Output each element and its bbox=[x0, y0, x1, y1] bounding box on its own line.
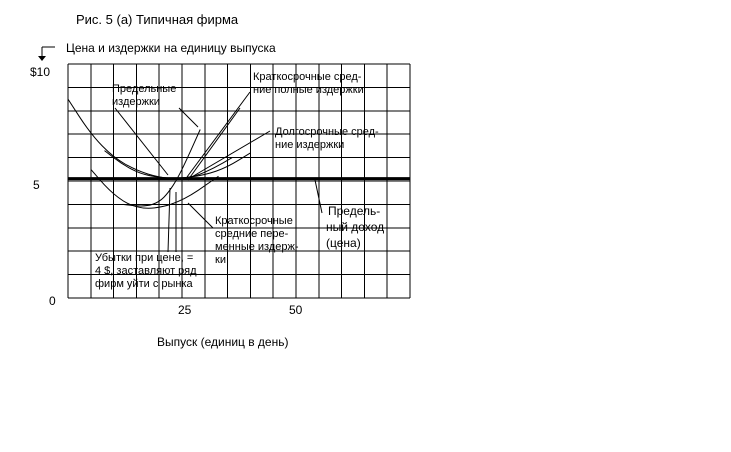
annotation-long-run-ac bbox=[275, 126, 379, 151]
annotation-short-run-atc-line2: ние полные издержки bbox=[253, 84, 364, 96]
annotation-short-run-atc-line1: Краткосрочные сред- bbox=[253, 71, 362, 83]
annotation-marginal-cost-line1: Предельные bbox=[112, 83, 177, 95]
figure-title: Рис. 5 (а) Типичная фирма bbox=[76, 12, 239, 27]
annotation-marginal-revenue-line2: ный доход bbox=[326, 220, 385, 234]
y-axis-label: Цена и издержки на единицу выпуска bbox=[66, 41, 276, 55]
annotation-losses-line1: Убытки при цене, = bbox=[95, 252, 194, 264]
x-tick-25: 25 bbox=[178, 303, 192, 317]
annotation-long-run-ac-line1: Долгосрочные сред- bbox=[275, 126, 379, 138]
y-tick-5: 5 bbox=[33, 178, 40, 192]
annotation-short-run-avc-line4: ки bbox=[215, 254, 226, 266]
annotation-marginal-revenue-line1: Предель- bbox=[328, 204, 381, 218]
annotation-losses-line3: фирм уйти с рынка bbox=[95, 278, 193, 290]
pointer-long-run-ac bbox=[190, 131, 270, 178]
annotation-losses bbox=[95, 252, 197, 290]
annotation-short-run-avc-line2: средние пере- bbox=[215, 228, 289, 240]
y-tick-10: $10 bbox=[30, 65, 51, 79]
x-tick-50: 50 bbox=[289, 303, 303, 317]
pointer-short-run-atc-2 bbox=[188, 108, 240, 180]
annotation-short-run-avc-line3: менные издерж- bbox=[215, 241, 299, 253]
y-tick-0: 0 bbox=[49, 294, 56, 308]
annotation-short-run-atc bbox=[253, 71, 364, 96]
x-axis-label: Выпуск (единиц в день) bbox=[157, 335, 289, 349]
annotation-long-run-ac-line2: ние издержки bbox=[275, 139, 345, 151]
pointer-losses-1 bbox=[168, 188, 170, 252]
y-axis-arrow-icon bbox=[38, 47, 55, 61]
pointer-short-run-avc bbox=[188, 203, 213, 228]
annotation-losses-line2: 4 $, заставляют ряд bbox=[95, 265, 197, 277]
annotation-marginal-cost-line2: издержки bbox=[112, 96, 160, 108]
annotation-marginal-revenue-line3: (цена) bbox=[326, 236, 361, 250]
annotation-short-run-avc-line1: Краткосрочные bbox=[215, 215, 293, 227]
annotation-marginal-cost bbox=[112, 83, 176, 108]
curve-marginal-cost bbox=[123, 130, 201, 206]
pointer-marginal-cost-1 bbox=[115, 108, 168, 175]
annotation-marginal-revenue bbox=[326, 204, 384, 250]
